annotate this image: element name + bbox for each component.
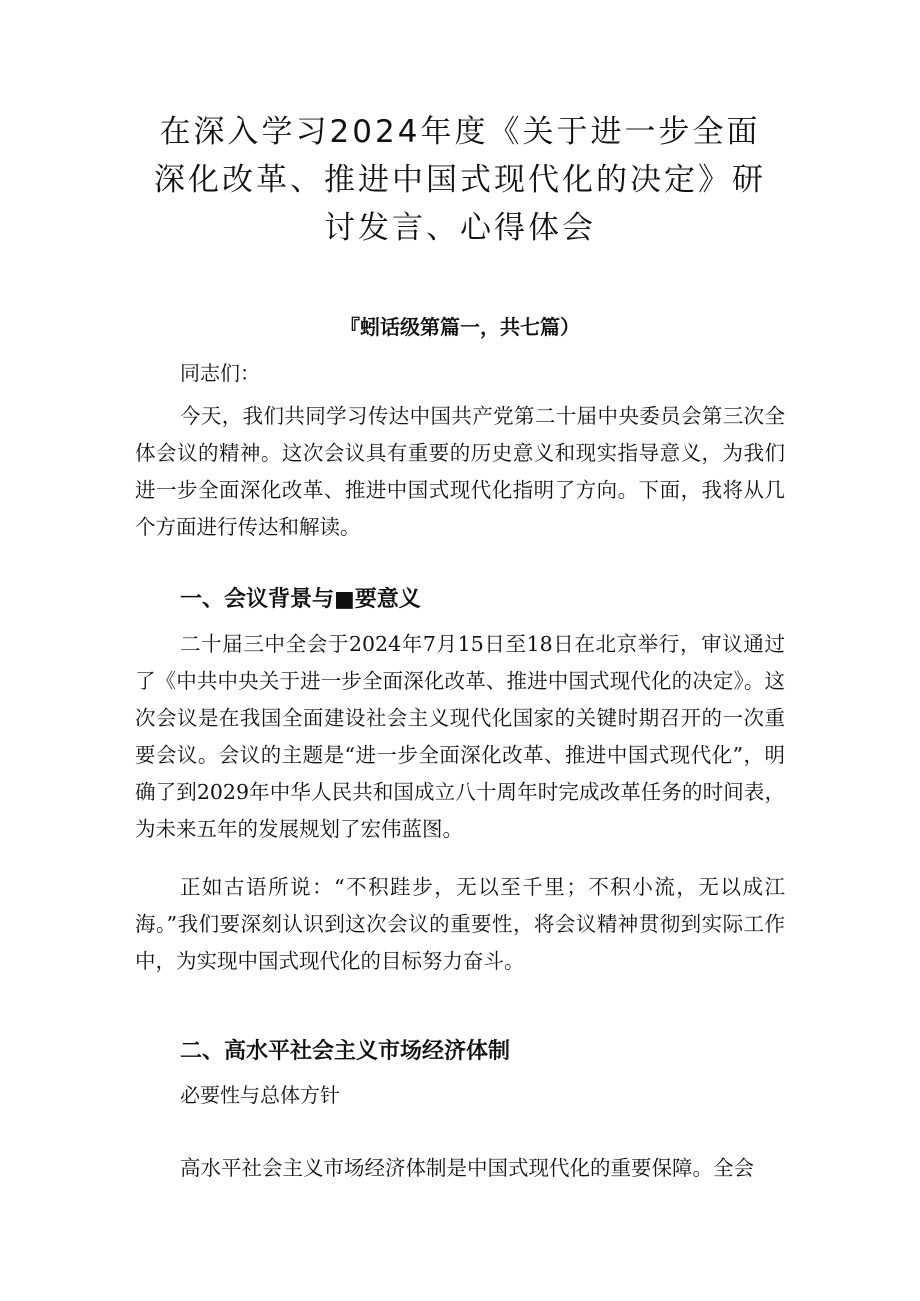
greeting: 同志们： [180,361,260,385]
document-subtitle: 『蚓话级第篇一，共七篇） [340,315,580,339]
intro-paragraph: 今天，我们共同学习传达中国共产党第二十届中央委员会第三次全体会议的精神。这次会议具有重要的历史意义和现实指导意义，为我们进一步全面深化改革、推进中国式现代化指明了方向。下面，我将从几个方面进行传达和解读。 [135,404,785,539]
document-title: 在深入学习2024年度《关于进一步全面深化改革、推进中国式现代化的决定》研讨发言、心得体会 [154,114,766,246]
section-2-subheading: 必要性与总体方针 [180,1083,340,1107]
section-1-paragraph-1: 二十届三中全会于2024年7月15日至18日在北京举行，审议通过了《中共中央关于进一步全面深化改革、推进中国式现代化的决定》。这次会议是在我国全面建设社会主义现代化国家的关键时期召开的一次重要会议。会议的主题是“进一步全面深化改革、推进中国式现代化”，明确了到2029年中华人民共和国成立八十周年时完成改革任务的时间表，为未来五年的发展规划了宏伟蓝图。 [135,632,785,841]
section-2-paragraph-1: 高水平社会主义市场经济体制是中国式现代化的重要保障。全会 [180,1156,754,1180]
section-1-paragraph-2: 正如古语所说：“不积跬步，无以至千里；不积小流，无以成江海。”我们要深刻认识到这次会议的重要性，将会议精神贯彻到实际工作中，为实现中国式现代化的目标努力奋斗。 [135,875,785,973]
section-1-heading: 一、会议背景与■要意义 [180,587,421,612]
section-2-heading: 二、高水平社会主义市场经济体制 [180,1039,511,1064]
